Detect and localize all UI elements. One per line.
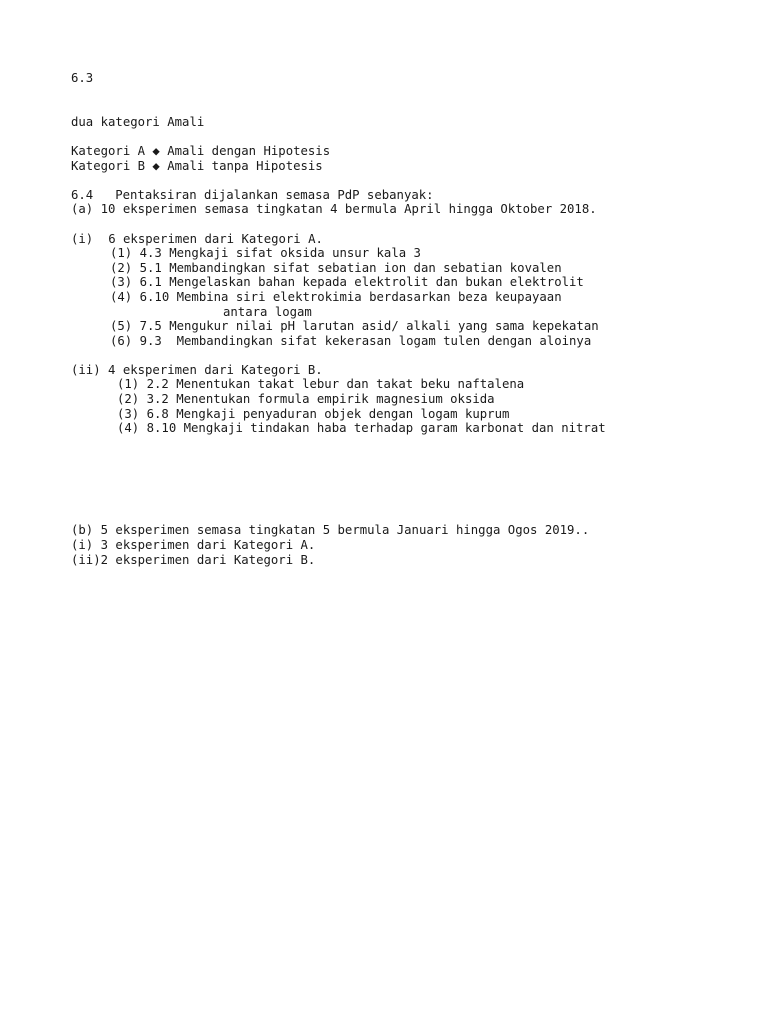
list-item: (2) 3.2 Menentukan formula empirik magnesium oksida xyxy=(117,392,495,407)
list-item: (1) 4.3 Mengkaji sifat oksida unsur kala 3 xyxy=(110,246,421,261)
group-ii-title: (ii) 4 eksperimen dari Kategori B. xyxy=(71,362,323,377)
list-item: (1) 2.2 Menentukan takat lebur dan takat beku naftalena xyxy=(117,377,525,392)
group-i-label: (i) xyxy=(71,231,94,246)
list-item: (3) 6.8 Mengkaji penyaduran objek dengan logam kuprum xyxy=(117,406,510,421)
list-item: (3) 6.1 Mengelaskan bahan kepada elektrolit dan bukan elektrolit xyxy=(110,275,584,290)
part-b-line-ii: (ii)2 eksperimen dari Kategori B. xyxy=(71,552,316,567)
group-i-title-line xyxy=(71,232,751,247)
list-item: (5) 7.5 Mengukur nilai pH larutan asid/ alkali yang sama kepekatan xyxy=(110,319,599,334)
section-6-3-intro: dua kategori Amali xyxy=(71,114,205,129)
document-body xyxy=(71,71,751,567)
list-item: (4) 8.10 Mengkaji tindakan haba terhadap garam karbonat dan nitrat xyxy=(117,421,606,436)
list-item-continuation: antara logam xyxy=(223,304,312,319)
list-item: (2) 5.1 Membandingkan sifat sebatian ion dan sebatian kovalen xyxy=(110,260,562,275)
kategori-a-line: Kategori A ◆ Amali dengan Hipotesis xyxy=(71,143,331,158)
part-b-line-i: (i) 3 eksperimen dari Kategori A. xyxy=(71,538,316,553)
section-6-4-heading-line xyxy=(71,188,751,203)
part-a-label: (a) 10 eksperimen semasa tingkatan 4 bermula April hingga Oktober 2018. xyxy=(71,202,597,217)
group-i-title: 6 eksperimen dari Kategori A. xyxy=(108,231,323,246)
part-b-label: (b) 5 eksperimen semasa tingkatan 5 bermula Januari hingga Ogos 2019.. xyxy=(71,523,590,538)
section-number-6-4: 6.4 xyxy=(71,187,94,202)
list-item: (6) 9.3 Membandingkan sifat kekerasan logam tulen dengan aloinya xyxy=(110,333,592,348)
section-6-4-heading: Pentaksiran dijalankan semasa PdP sebanyak: xyxy=(115,187,434,202)
list-item: (4) 6.10 Membina siri elektrokimia berdasarkan beza keupayaan xyxy=(110,289,562,304)
kategori-b-line: Kategori B ◆ Amali tanpa Hipotesis xyxy=(71,158,323,173)
section-number-6-3: 6.3 xyxy=(71,71,94,85)
